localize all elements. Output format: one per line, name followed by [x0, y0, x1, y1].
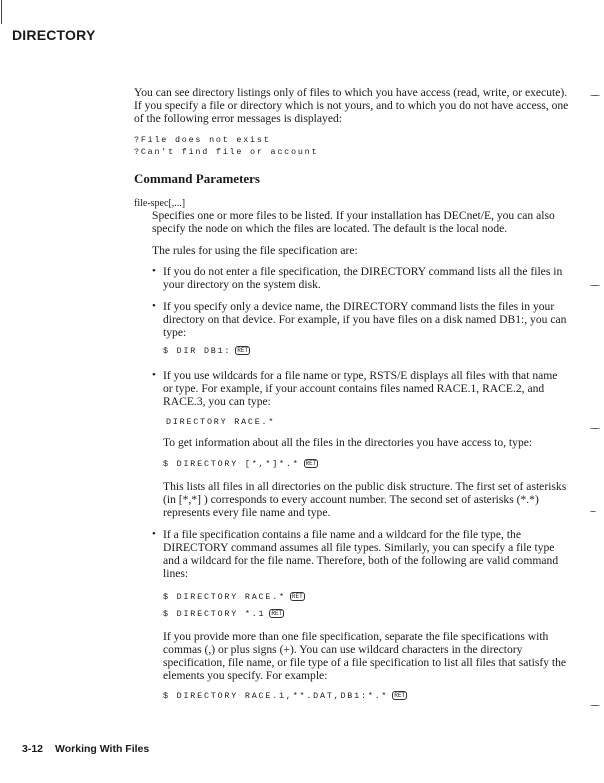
change-bar-mark: [590, 705, 600, 706]
bullet-icon: •: [152, 369, 156, 381]
change-bar-mark: [590, 95, 600, 96]
page-title: DIRECTORY: [12, 27, 96, 43]
rule-item: If you specify only a device name, the DIRECTORY command lists the files in your directory on that device. For example, if you have files on a disk named DB1:, you can type:: [163, 300, 567, 339]
paragraph: If you provide more than one file specification, separate the file specifications with commas (,) or plus signs (+). You can use wildcard characters in the directory specification, file name, or file type of a file specification to list all files that satisfy the elements you specify. For example:: [163, 630, 567, 682]
command-example: DIRECTORY RACE.*: [166, 417, 276, 427]
rule-item: If a file specification contains a file name and a wildcard for the file type, the DIRECTORY command assumes all file types. Similarly, you can specify a file type and a wildcard for the file name. Therefore, both of the following are valid command lines:: [163, 528, 559, 580]
change-bar-mark: [590, 285, 600, 286]
command-example: $ DIRECTORY RACE.* RET: [163, 592, 303, 602]
return-key-icon: RET: [305, 460, 317, 467]
rules-intro: The rules for using the file specification are:: [152, 244, 358, 257]
return-key-icon: RET: [237, 347, 249, 354]
parameter-description: Specifies one or more files to be listed. If your installation has DECnet/E, you can also specify the node on which the files are located. The default is the local node.: [152, 209, 555, 235]
page-footer: [22, 743, 161, 755]
command-example: $ DIRECTORY [*,*]*.* RET: [163, 459, 317, 469]
intro-paragraph: You can see directory listings only of files to which you have access (read, write, or execute). If you specify a file or directory which is not yours, and to which you do not have access, one of the following error messages is displayed:: [134, 86, 569, 125]
bullet-icon: •: [152, 265, 156, 277]
error-message: ?File does not exist: [134, 135, 271, 145]
section-heading: Command Parameters: [134, 171, 260, 186]
return-key-icon: RET: [271, 610, 283, 617]
change-bar-mark: [590, 511, 596, 512]
page-edge-line: [1, 0, 2, 24]
paragraph: To get information about all the files in the directories you have access to, type:: [163, 436, 533, 449]
rule-item: If you use wildcards for a file name or type, RSTS/E displays all files with that name or type. For example, if your account contains files named RACE.1, RACE.2, and RACE.3, you can type:: [163, 369, 558, 408]
rule-item: If you do not enter a file specification, the DIRECTORY command lists all the files in your directory on the system disk.: [163, 265, 563, 291]
parameter-name: file-spec[,...]: [134, 198, 186, 209]
paragraph: This lists all files in all directories on the public disk structure. The first set of asterisks (in [*,*] ) corresponds to every account number. The second set of asterisks (*.*) represents every file name and type.: [163, 480, 567, 519]
bullet-icon: •: [152, 300, 156, 312]
footer-section: Working With Files: [55, 743, 150, 755]
command-example: $ DIRECTORY *.1 RET: [163, 609, 283, 619]
bullet-icon: •: [152, 528, 156, 540]
page-number: 3-12: [22, 743, 44, 755]
return-key-icon: RET: [394, 692, 406, 699]
change-bar-mark: [590, 428, 600, 429]
return-key-icon: RET: [291, 593, 303, 600]
command-example: $ DIR DB1: RET: [163, 346, 249, 356]
error-message: ?Can't find file or account: [134, 147, 319, 157]
command-example: $ DIRECTORY RACE.1,**.DAT,DB1:*.* RET: [163, 691, 406, 701]
